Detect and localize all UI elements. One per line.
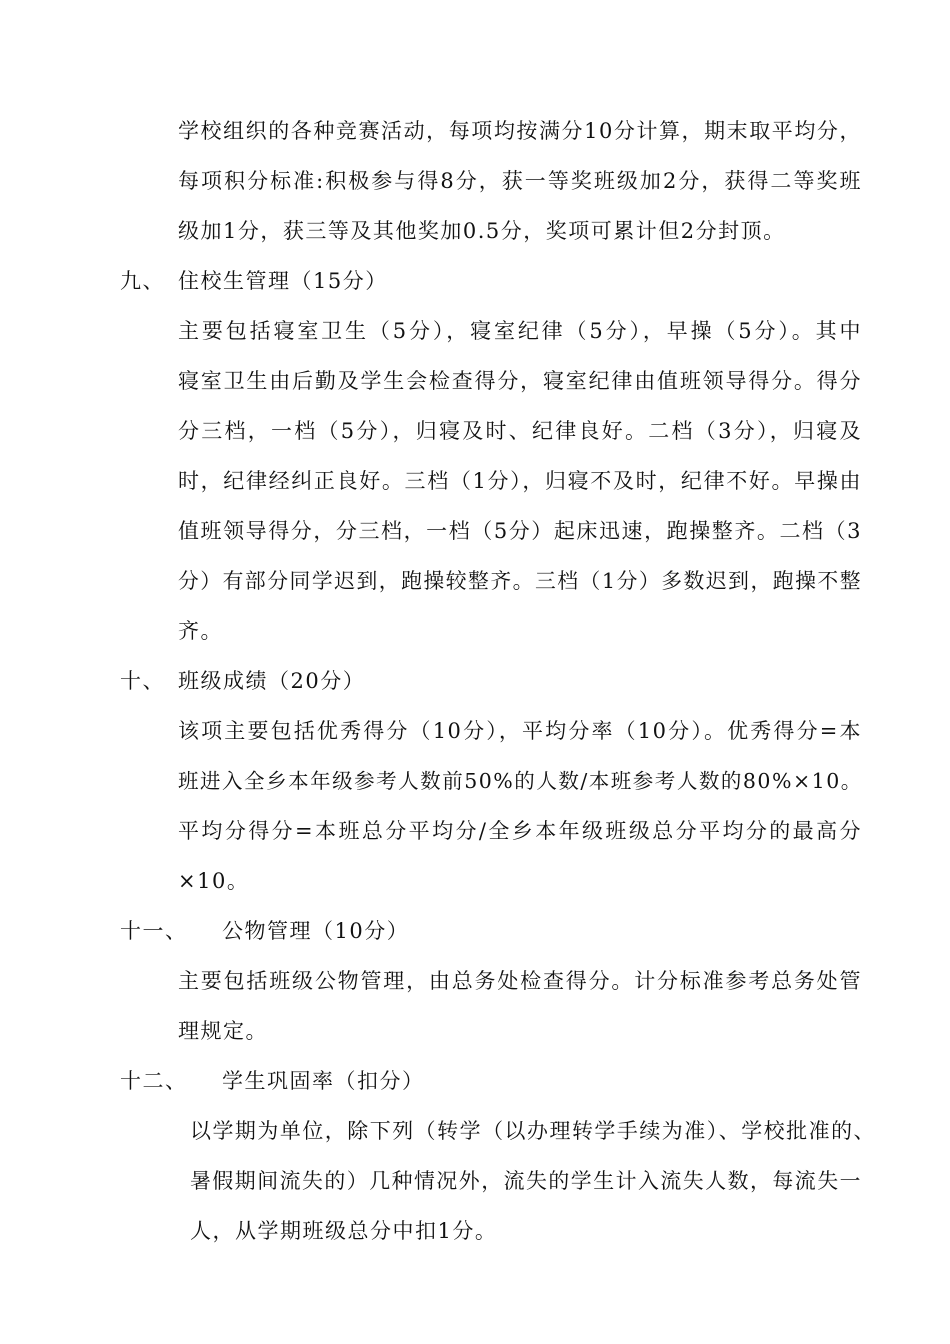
section-number: 十一、: [120, 919, 188, 943]
section-number: 九、: [120, 269, 165, 293]
paragraph-line: 平均分得分=本班总分平均分/全乡本年级班级总分平均分的最高分: [178, 819, 862, 843]
paragraph-line: 分三档，一档（5分），归寝及时、纪律良好。二档（3分），归寝及: [178, 419, 862, 443]
paragraph-line: 班进入全乡本年级参考人数前50%的人数/本班参考人数的80%×10。: [178, 769, 863, 793]
paragraph-line: 以学期为单位，除下列（转学（以办理转学手续为准）、学校批准的、: [190, 1119, 876, 1143]
paragraph-line: 分）有部分同学迟到，跑操较整齐。三档（1分）多数迟到，跑操不整: [178, 569, 862, 593]
paragraph-line: 人，从学期班级总分中扣1分。: [190, 1219, 498, 1243]
section-number: 十、: [120, 669, 165, 693]
section-heading: 班级成绩（20分）: [178, 669, 366, 693]
paragraph-line: 主要包括寝室卫生（5分），寝室纪律（5分），早操（5分）。其中: [178, 319, 862, 343]
paragraph-line: ×10。: [178, 869, 250, 893]
paragraph-line: 值班领导得分，分三档，一档（5分）起床迅速，跑操整齐。二档（3: [178, 519, 862, 543]
paragraph-line: 理规定。: [178, 1019, 268, 1043]
paragraph-line: 每项积分标准:积极参与得8分，获一等奖班级加2分，获得二等奖班: [178, 169, 862, 193]
section-number: 十二、: [120, 1069, 188, 1093]
paragraph-line: 暑假期间流失的）几种情况外，流失的学生计入流失人数，每流失一: [190, 1169, 862, 1193]
paragraph-line: 齐。: [178, 619, 223, 643]
paragraph-line: 级加1分，获三等及其他奖加0.5分，奖项可累计但2分封顶。: [178, 219, 786, 243]
paragraph-line: 时，纪律经纠正良好。三档（1分），归寝不及时，纪律不好。早操由: [178, 469, 862, 493]
paragraph-line: 主要包括班级公物管理，由总务处检查得分。计分标准参考总务处管: [178, 969, 862, 993]
paragraph-line: 该项主要包括优秀得分（10分），平均分率（10分）。优秀得分=本: [178, 719, 862, 743]
paragraph-line: 寝室卫生由后勤及学生会检查得分，寝室纪律由值班领导得分。得分: [178, 369, 862, 393]
paragraph-line: 学校组织的各种竞赛活动，每项均按满分10分计算，期末取平均分，: [178, 119, 862, 143]
section-heading: 公物管理（10分）: [222, 919, 410, 943]
section-heading: 学生巩固率（扣分）: [222, 1069, 425, 1093]
section-heading: 住校生管理（15分）: [178, 269, 388, 293]
